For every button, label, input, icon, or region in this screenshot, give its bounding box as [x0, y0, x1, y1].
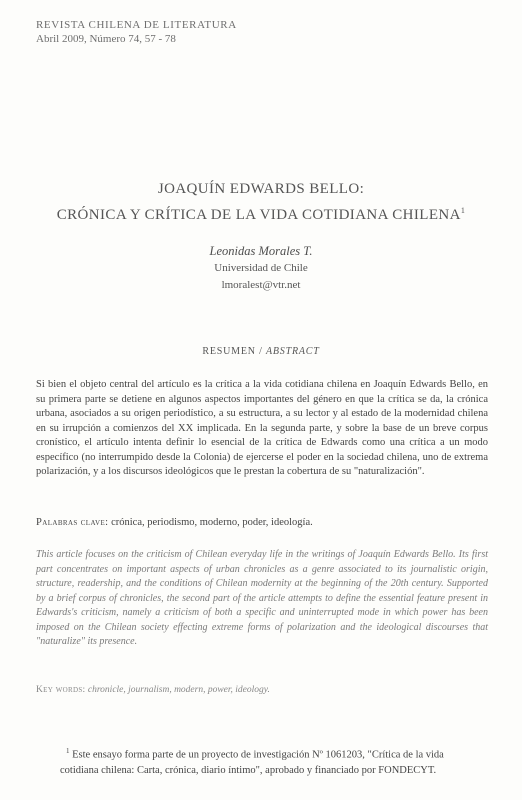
author-affiliation: Universidad de Chile — [214, 262, 308, 274]
title-line-2 — [0, 200, 522, 226]
keywords-spanish — [36, 516, 488, 530]
author-email[interactable]: lmoralest@vtr.net — [221, 279, 301, 291]
footnote-mark: 1 — [66, 747, 70, 755]
journal-name: REVISTA CHILENA DE LITERATURA — [36, 19, 237, 31]
title-footnote-mark[interactable]: 1 — [460, 206, 466, 215]
title-line-1: JOAQUÍN EDWARDS BELLO: — [157, 181, 365, 197]
abstract-heading — [0, 346, 522, 357]
title-line-2-text: CRÓNICA Y CRÍTICA DE LA VIDA COTIDIANA CHILENA — [56, 207, 461, 223]
journal-header — [36, 18, 237, 46]
abstract-spanish: Si bien el objeto central del artículo es la crítica a la vida cotidiana chilena en Joaquín Edwards Bello, en su primera parte se detiene en algunos aspectos importantes del género en que la crítica se da, la crónica urbana, asociados a su origen periodístico, a su estructura, a su lector y al estado de la modernidad chilena en su irrupción a comienzos del XX implicada. En la segunda parte, y sobre la base de un breve corpus cronístico, el artículo intenta definir lo esencial de la crítica de Edwards como una crítica a un modo específico (no interrumpido desde la Colonia) de ejercerse el poder en la sociedad chilena, uno de extrema polarización, y a los discursos ideológicos que le prestan la cobertura de su "naturalización". — [36, 379, 488, 477]
footnote-text: Este ensayo forma parte de un proyecto de investigación Nº 1061203, "Crítica de la vida cotidiana chilena: Carta, crónica, diario íntimo", aprobado y financiado por FONDECYT. — [60, 749, 444, 776]
article-title — [0, 178, 522, 226]
keywords-english-label: Key words: — [36, 685, 86, 695]
footnote — [60, 744, 480, 778]
abstract-english: This article focuses on the criticism of Chilean everyday life in the writings of Joaquín Edwards Bello. Its first part concentrates on important aspects of urban chronicles as a genre associated to its journalistic origin, structure, readership, and the conditions of Chilean modernity at the beginning of the 20th century. Supported by a brief corpus of chronicles, the second part of the article attempts to define the essential feature present in Edwards's criticism, namely a criticism of both a specific and uninterrupted mode in which power has been imposed on the Chilean society effecting extreme forms of polarization and the ideological discourses that "naturalize" its presence. — [36, 549, 488, 647]
keywords-english-value: chronicle, journalism, modern, power, ideology. — [87, 685, 270, 695]
author-block — [0, 243, 522, 294]
keywords-spanish-value: crónica, periodismo, moderno, poder, ideología. — [111, 517, 313, 528]
journal-issue: Abril 2009, Número 74, 57 - 78 — [36, 33, 176, 45]
abstract-heading-italic: ABSTRACT — [265, 346, 320, 357]
author-name: Leonidas Morales T. — [209, 244, 313, 258]
keywords-english — [36, 684, 488, 697]
abstract-heading-label: RESUMEN / — [202, 346, 263, 357]
keywords-spanish-label: Palabras clave: — [36, 517, 109, 528]
